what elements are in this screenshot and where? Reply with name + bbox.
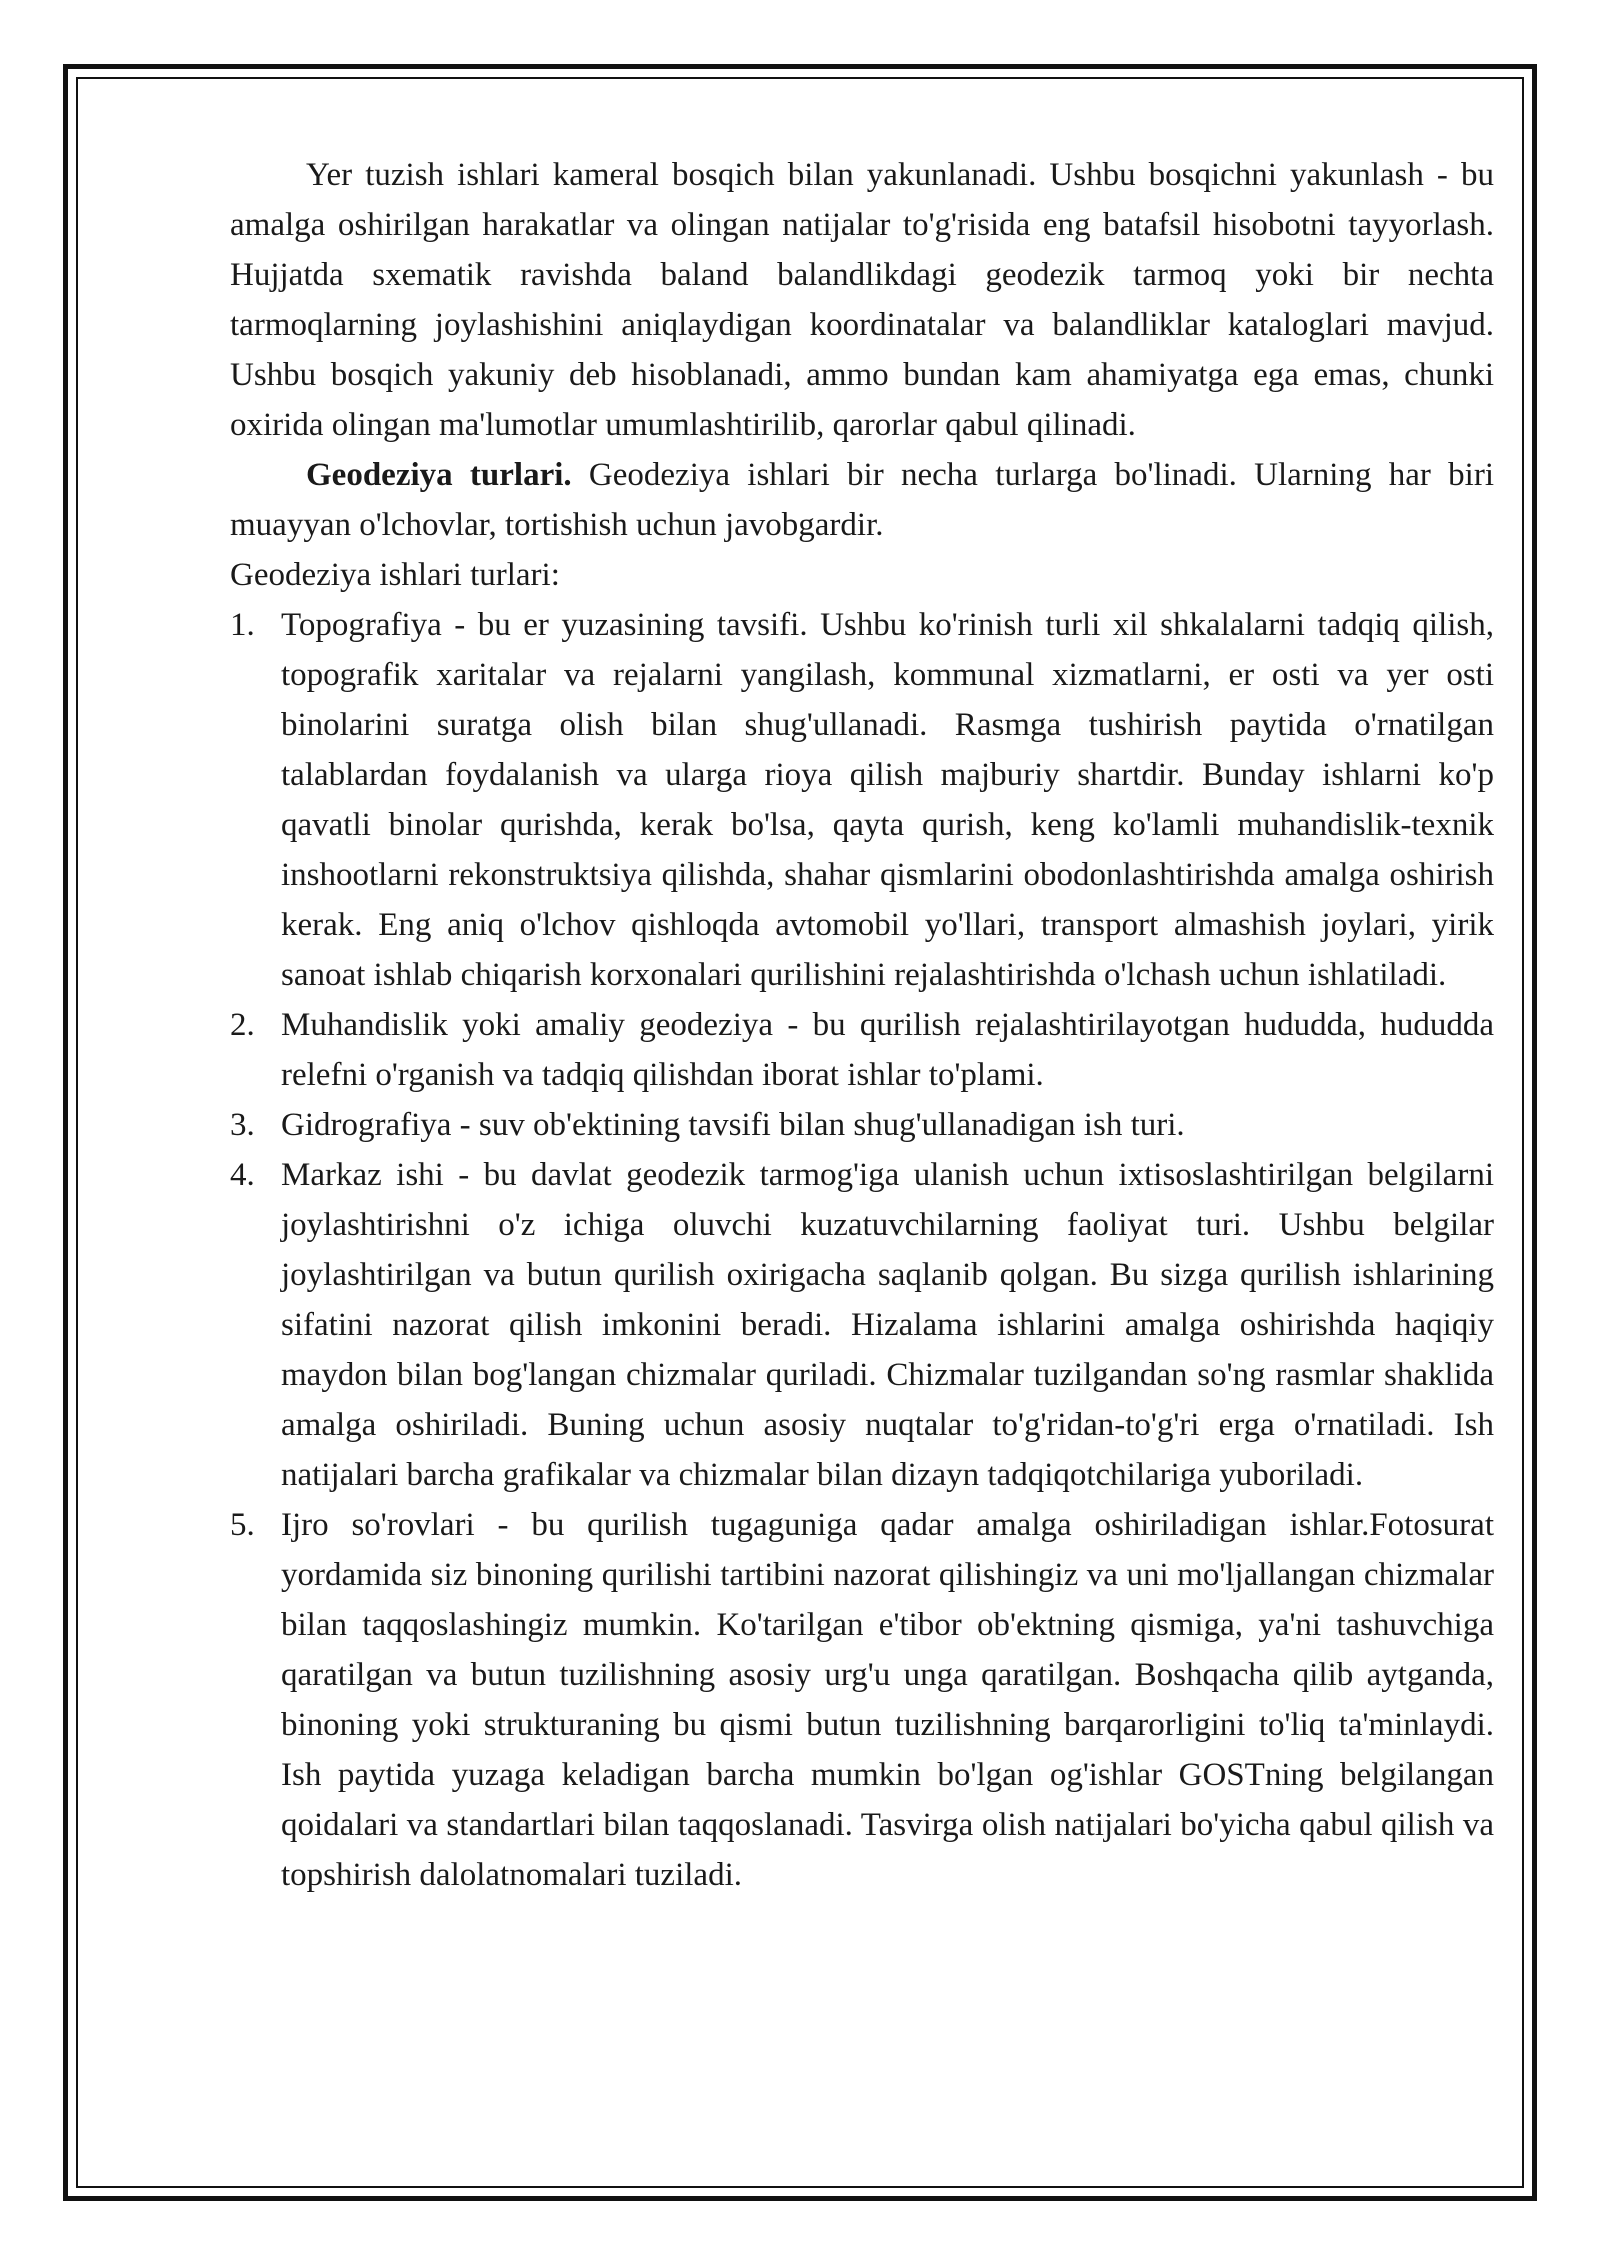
types-paragraph [230, 450, 1494, 550]
list-item [230, 1000, 1494, 1100]
document-body [230, 150, 1494, 1900]
list-item [230, 1100, 1494, 1150]
list-item-number: 5. [230, 1507, 255, 1543]
types-heading: Geodeziya turlari. [306, 457, 572, 493]
list-item-text: Markaz ishi - bu davlat geodezik tarmog'iga ulanish uchun ixtisoslashtirilgan belgilarni joylashtirishni o'z ichiga oluvchi kuzatuvchilarning faoliyat turi. Ushbu belgilar joylashtirilgan va butun qurilish oxirigacha saqlanib qolgan. Bu sizga qurilish ishlarining sifatini nazorat qilish imkonini beradi. Hizalama ishlarini amalga oshirishda haqiqiy maydon bilan bog'langan chizmalar quriladi. Chizmalar tuzilgandan so'ng rasmlar shaklida amalga oshiriladi. Buning uchun asosiy nuqtalar to'g'ridan-to'g'ri erga o'rnatiladi. Ish natijalari barcha grafikalar va chizmalar bilan dizayn tadqiqotchilariga yuboriladi. [281, 1157, 1494, 1493]
list-item-number: 2. [230, 1007, 255, 1043]
list-item-number: 3. [230, 1107, 255, 1143]
list-item-text: Muhandislik yoki amaliy geodeziya - bu qurilish rejalashtirilayotgan hududda, hududda relefni o'rganish va tadqiq qilishdan iborat ishlar to'plami. [281, 1007, 1494, 1093]
list-item [230, 600, 1494, 1000]
list-item-text: Ijro so'rovlari - bu qurilish tugaguniga qadar amalga oshiriladigan ishlar.Fotosurat yordamida siz binoning qurilishi tartibini nazorat qilishingiz va uni mo'ljallangan chizmalar bilan taqqoslashingiz mumkin. Ko'tarilgan e'tibor ob'ektning qismiga, ya'ni tashuvchiga qaratilgan va butun tuzilishning asosiy urg'u unga qaratilgan. Boshqacha qilib aytganda, binoning yoki strukturaning bu qismi butun tuzilishning barqarorligini to'liq ta'minlaydi. Ish paytida yuzaga keladigan barcha mumkin bo'lgan og'ishlar GOSTning belgilangan qoidalari va standartlari bilan taqqoslanadi. Tasvirga olish natijalari bo'yicha qabul qilish va topshirish dalolatnomalari tuziladi. [281, 1507, 1494, 1893]
list-item-text: Topografiya - bu er yuzasining tavsifi. Ushbu ko'rinish turli xil shkalalarni tadqiq qilish, topografik xaritalar va rejalarni yangilash, kommunal xizmatlarni, er osti va yer osti binolarini suratga olish bilan shug'ullanadi. Rasmga tushirish paytida o'rnatilgan talablardan foydalanish va ularga rioya qilish majburiy shartdir. Bunday ishlarni ko'p qavatli binolar qurishda, kerak bo'lsa, qayta qurish, keng ko'lamli muhandislik-texnik inshootlarni rekonstruktsiya qilishda, shahar qismlarini obodonlashtirishda amalga oshirish kerak. Eng aniq o'lchov qishloqda avtomobil yo'llari, transport almashish joylari, yirik sanoat ishlab chiqarish korxonalari qurilishini rejalashtirishda o'lchash uchun ishlatiladi. [281, 607, 1494, 993]
list-item-text: Gidrografiya - suv ob'ektining tavsifi bilan shug'ullanadigan ish turi. [281, 1107, 1185, 1143]
list-item-number: 4. [230, 1157, 255, 1193]
types-paragraph-text: Geodeziya ishlari bir necha turlarga bo'linadi. Ularning har biri muayyan o'lchovlar, tortishish uchun javobgardir. [230, 457, 1494, 543]
list-item-number: 1. [230, 607, 255, 643]
work-types-list [230, 600, 1494, 1900]
intro-paragraph: Yer tuzish ishlari kameral bosqich bilan yakunlanadi. Ushbu bosqichni yakunlash - bu amalga oshirilgan harakatlar va olingan natijalar to'g'risida eng batafsil hisobotni tayyorlash. Hujjatda sxematik ravishda baland balandlikdagi geodezik tarmoq yoki bir nechta tarmoqlarning joylashishini aniqlaydigan koordinatalar va balandliklar kataloglari mavjud. Ushbu bosqich yakuniy deb hisoblanadi, ammo bundan kam ahamiyatga ega emas, chunki oxirida olingan ma'lumotlar umumlashtirilib, qarorlar qabul qilinadi. [230, 157, 1494, 443]
list-item [230, 1150, 1494, 1500]
list-item [230, 1500, 1494, 1900]
list-title: Geodeziya ishlari turlari: [230, 557, 560, 593]
